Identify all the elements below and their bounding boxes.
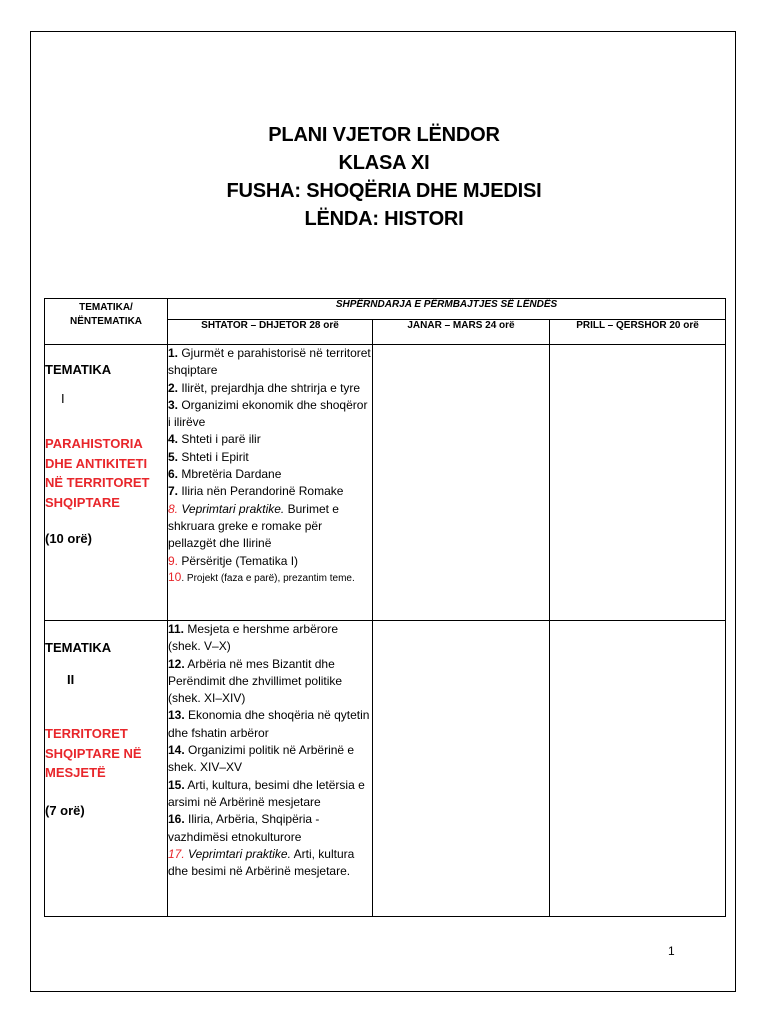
list-item: 11. Mesjeta e hershme arbërore (shek. V–X) [168, 622, 339, 654]
theme-name: TERRITORET SHQIPTARE NË MESJETË [45, 726, 142, 780]
page-number: 1 [668, 944, 675, 958]
list-item: 7. Iliria nën Perandorinë Romake [168, 484, 344, 499]
header-content-distribution: SHPËRNDARJA E PËRMBAJTJES SË LËNDËS [168, 299, 726, 320]
theme-cell-2 [45, 621, 168, 917]
practice-item: 17. Veprimtari praktike. Arti, kultura dhe besimi në Arbërinë mesjetare. [168, 846, 355, 879]
header-period-apr-jun: PRILL – QERSHOR 20 orë [550, 320, 726, 345]
topics-apr-jun-theme-1 [550, 345, 726, 621]
list-item: 16. Iliria, Arbëria, Shqipëria - vazhdimësi etnokulturore [168, 812, 320, 844]
title-line-3: FUSHA: SHOQËRIA DHE MJEDISI [226, 180, 542, 202]
theme-name: PARAHISTORIA DHE ANTIKITETI NË TERRITORET SHQIPTARE [45, 436, 150, 510]
topics-jan-mar-theme-1 [373, 345, 550, 621]
title-line-4: LËNDA: HISTORI [304, 208, 464, 230]
topics-sep-dec-theme-1 [168, 345, 373, 621]
list-item: 2. Ilirët, prejardhja dhe shtrirja e tyre [168, 380, 361, 395]
table-row-theme-2 [45, 621, 726, 917]
header-period-sep-dec: SHTATOR – DHJETOR 28 orë [168, 320, 373, 345]
topics-jan-mar-theme-2 [373, 621, 550, 917]
list-item: 6. Mbretëria Dardane [168, 467, 282, 482]
theme-label: TEMATIKA [45, 640, 112, 655]
annual-plan-table [44, 298, 726, 917]
list-item: 14. Organizimi politik në Arbërinë e shek. XIV–XV [168, 743, 355, 775]
review-item: 9. Përsëritje (Tematika I) [168, 553, 299, 568]
practice-item: 8. Veprimtari praktike. Burimet e shkruara greke e romake për pellazgët dhe Ilirinë [168, 501, 339, 551]
theme-number: II [67, 672, 75, 687]
theme-hours: (10 orë) [45, 531, 92, 546]
list-item: 4. Shteti i parë ilir [168, 432, 261, 447]
header-theme-subtheme: TEMATIKA/ NËNTEMATIKA [45, 299, 168, 345]
header-period-jan-mar: JANAR – MARS 24 orë [373, 320, 550, 345]
document-title [0, 121, 768, 233]
theme-label: TEMATIKA [45, 362, 112, 377]
theme-hours: (7 orë) [45, 802, 85, 818]
project-item: 10. Projekt (faza e parë), prezantim teme. [168, 569, 355, 584]
title-line-1: PLANI VJETOR LËNDOR [268, 124, 500, 146]
title-line-2: KLASA XI [338, 152, 430, 174]
table-row-theme-1 [45, 345, 726, 621]
topics-sep-dec-theme-2 [168, 621, 373, 917]
list-item: 13. Ekonomia dhe shoqëria në qytetin dhe fshatin arbëror [168, 708, 370, 740]
list-item: 1. Gjurmët e parahistorisë në territoret shqiptare [168, 346, 371, 378]
list-item: 12. Arbëria në mes Bizantit dhe Perëndimit dhe zhvillimet politike (shek. XI–XIV) [168, 656, 343, 706]
theme-number: I [61, 391, 65, 406]
topics-apr-jun-theme-2 [550, 621, 726, 917]
list-item: 3. Organizimi ekonomik dhe shoqëror i ilirëve [168, 397, 368, 430]
list-item: 5. Shteti i Epirit [168, 449, 249, 464]
theme-cell-1 [45, 345, 168, 621]
list-item: 15. Arti, kultura, besimi dhe letërsia e arsimi në Arbërinë mesjetare [168, 777, 365, 809]
